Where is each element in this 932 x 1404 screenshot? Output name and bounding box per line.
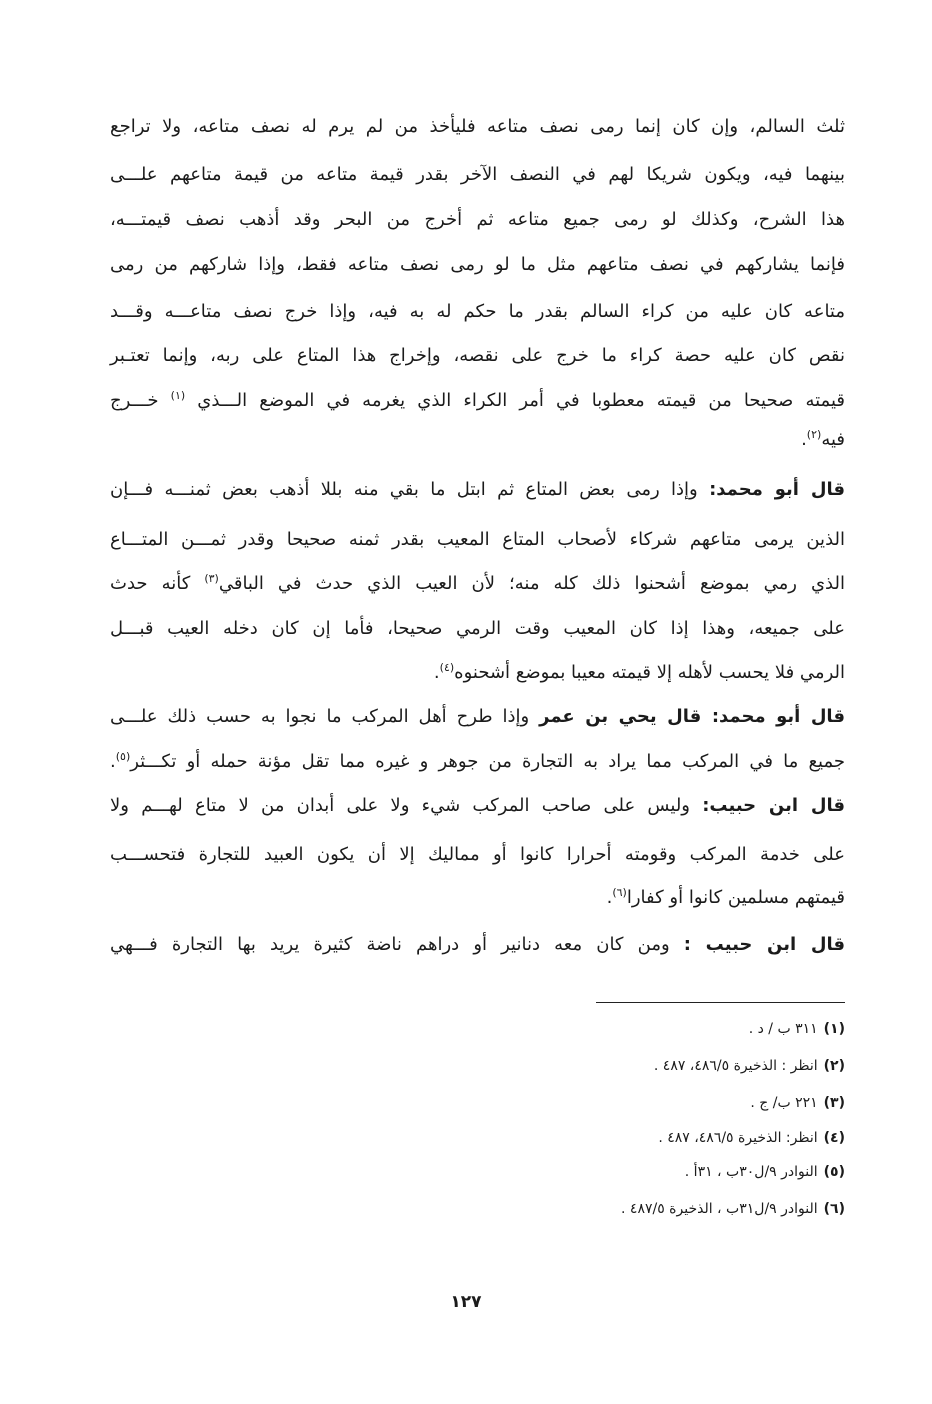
line-text: خـــرج — [110, 390, 171, 411]
line-text: نقص كان عليه حصة كراء ما خرج على نقصه، وإخراج هذا المتاع على ربه، وإنما تعتـبر — [110, 345, 845, 366]
speaker-label: قال ابن حبيب : — [683, 934, 846, 955]
footnote-ref: (٤) — [439, 661, 455, 674]
body-line — [110, 205, 845, 235]
footnote-number: (٣) — [823, 1095, 845, 1111]
footnote-number: (٢) — [823, 1058, 845, 1074]
body-line — [110, 747, 845, 777]
line-text: ومن كان معه دنانير أو دراهم ناضة كثيرة يريد بها التجارة فـــهي — [110, 934, 684, 955]
footnote-ref: (١) — [170, 389, 186, 402]
line-text: قيمتهم مسلمين كانوا أو كفارا — [626, 887, 845, 908]
line-text: قيمته صحيحا من قيمته معطوبا في أمر الكراء الذي يغرمه في الموضع الـــذي — [197, 390, 845, 411]
footnote-text: النوادر ٩/ل٣١ب ، الذخيرة ٤٨٧/٥ . — [621, 1201, 818, 1217]
footnote — [685, 1160, 845, 1184]
body-line — [110, 791, 845, 821]
body-line — [110, 930, 845, 960]
body-line — [110, 883, 845, 913]
footnote-number: (٦) — [823, 1201, 845, 1217]
body-line — [110, 614, 845, 644]
footnote-ref: (٢) — [806, 428, 822, 441]
line-text: الرمي فلا يحسب لأهله إلا قيمته معيبا بموضع أشحنوه — [454, 662, 845, 683]
line-text: . — [801, 429, 807, 450]
body-line — [110, 569, 845, 599]
line-text: على جميعه، وهذا إذا كان المعيب وقت الرمي صحيحا، فأما إن كان دخله العيب قبـــل — [110, 618, 845, 639]
footnote-text: ٢٢١ ب/ ج . — [750, 1095, 818, 1111]
speaker-label: قال أبو محمد: — [711, 706, 845, 727]
speaker-label: قال يحي بن عمر — [539, 706, 712, 727]
body-line — [110, 112, 845, 142]
footnote — [654, 1054, 845, 1078]
body-line — [110, 297, 845, 327]
line-text: الذين يرمى متاعهم شركاء لأصحاب المتاع المعيب بقدر ثمنه صحيحا وقدر ثمـــن المتـــاع — [110, 529, 845, 550]
body-line — [110, 386, 845, 416]
line-text: ثلث السالم، وإن كان إنما رمى نصف متاعه فليأخذ من لم يرم له نصف متاعه، ولا تراجع — [110, 116, 845, 137]
footnote-text: انظر : الذخيرة ٤٨٦/٥، ٤٨٧ . — [653, 1058, 818, 1074]
body-line — [110, 840, 845, 870]
line-text: هذا الشرح، وكذلك لو رمى جميع متاعه ثم أخرج من البحر وقد أذهب نصف قيمتـــه، — [110, 209, 845, 230]
body-line — [110, 341, 845, 371]
footnote — [749, 1017, 845, 1041]
line-text: على خدمة المركب وقومته أحرارا كانوا أو مماليك إلا أن يكون العبيد للتجارة فتحســـب — [110, 844, 845, 865]
footnote-number: (١) — [823, 1021, 845, 1037]
body-line — [110, 525, 845, 555]
body-line — [110, 425, 845, 455]
line-text: فيه — [821, 429, 845, 450]
footnote — [621, 1197, 845, 1221]
line-text: . — [606, 887, 613, 908]
footnote-separator — [596, 1002, 845, 1003]
footnote-ref: (٦) — [612, 886, 627, 899]
line-text: وإذا طرح أهل المركب ما نجوا به حسب ذلك علـــى — [110, 706, 540, 727]
body-line — [110, 250, 845, 280]
body-line — [110, 475, 845, 505]
page-number: ١٢٧ — [450, 1292, 482, 1312]
line-text: . — [433, 662, 440, 683]
footnote-text: ٣١١ ب / د . — [748, 1021, 818, 1037]
speaker-label: قال أبو محمد: — [709, 479, 845, 500]
body-line — [110, 702, 845, 732]
footnote-number: (٥) — [823, 1164, 845, 1180]
line-text: متاعه كان عليه من كراء السالم بقدر ما حكم له به فيه، وإذا خرج نصف متاعـــه وقـــد — [110, 301, 845, 322]
footnote-ref: (٣) — [204, 572, 219, 585]
footnote-ref: (٥) — [115, 750, 131, 763]
footnote-text: النوادر ٩/ل٣٠ب ، ٣١أ . — [684, 1164, 818, 1180]
footnote — [658, 1126, 845, 1150]
footnote — [750, 1091, 845, 1115]
line-text: الذي رمي بموضع أشحنوا ذلك كله منه؛ لأن العيب الذي حدث في الباقي — [218, 573, 845, 594]
line-text: كأنه حدث — [110, 573, 205, 594]
line-text: وليس على صاحب المركب شيء ولا على أبدان من لا متاع لهـــم ولا — [110, 795, 703, 816]
line-text: . — [110, 751, 116, 772]
line-text: جميع ما في المركب مما يراد به التجارة من جوهر و غيره مما تقل مؤنة حمله أو تكـــثر — [130, 751, 845, 772]
footnote-text: انظر: الذخيرة ٤٨٦/٥، ٤٨٧ . — [658, 1130, 818, 1146]
line-text: فإنما يشاركهم في نصف متاعهم مثل ما لو رمى نصف متاعه فقط، وإذا شاركهم من رمى — [110, 254, 845, 275]
line-text: وإذا رمى بعض المتاع ثم ابتل ما بقي منه بللا أذهب بعض ثمنـــه فـــإن — [110, 479, 710, 500]
body-line — [110, 160, 845, 190]
speaker-label: قال ابن حبيب: — [702, 795, 845, 816]
body-line — [110, 658, 845, 688]
line-text: بينهما فيه، ويكون شريكا لهم في النصف الآخر بقدر قيمة متاعه من قيمة متاعهم علـــى — [110, 164, 845, 185]
footnote-number: (٤) — [823, 1130, 845, 1146]
